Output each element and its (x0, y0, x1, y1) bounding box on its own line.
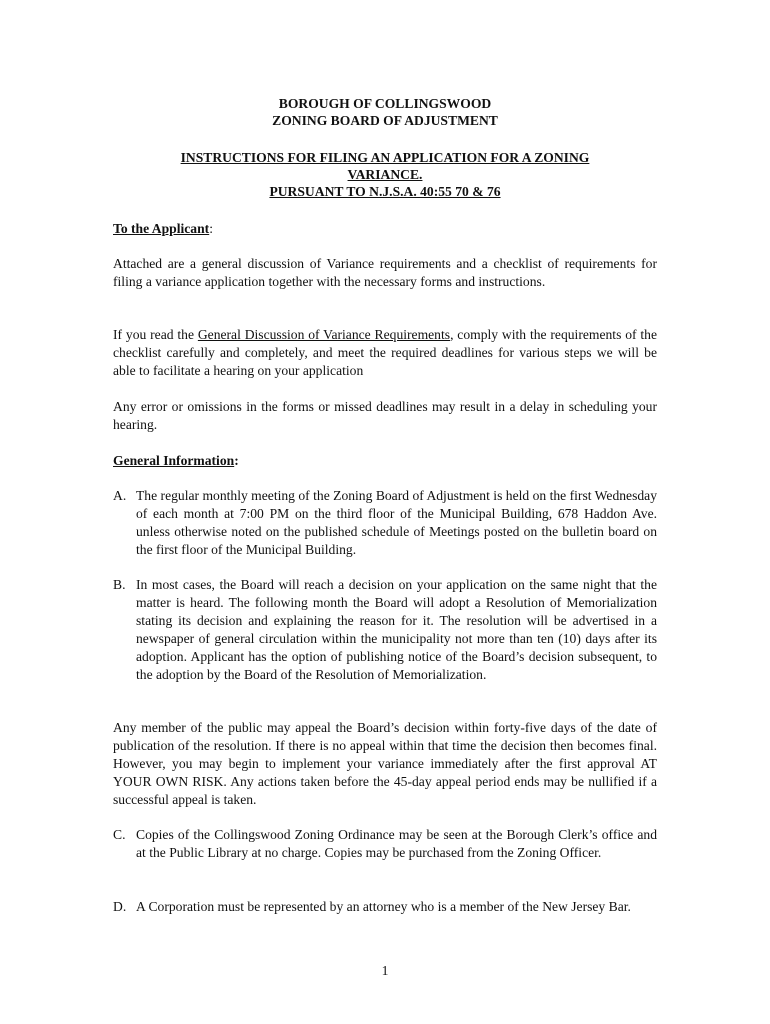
applicant-heading-text: To the Applicant (113, 221, 210, 236)
list-item (113, 898, 657, 916)
requirements-text-suffix: , comply with the requirements of the checklist carefully and completely, and meet the required deadlines for various steps we will be able to facilitate a hearing on your application (113, 327, 657, 378)
list-item-text: In most cases, the Board will reach a decision on your application on the same night that the matter is heard. The following month the Board will adopt a Resolution of Memorialization stating its decision and explaining the reason for it. The resolution will be advertised in a newspaper of general circulation within the municipality not more than ten (10) days after its adoption. Applicant has the option of publishing notice of the Board’s decision subsequent, to the adoption by the Board of the Resolution of Memorialization. (136, 577, 657, 682)
list-item (113, 826, 657, 862)
general-information-heading-text: General Information (113, 453, 235, 468)
appeal-paragraph: Any member of the public may appeal the Board’s decision within forty-five days of the date of publication of the resolution. If there is no appeal within that time the decision then becomes final. However, you may begin to implement your variance immediately after the first approval AT YOUR OWN RISK. Any actions taken before the 45-day appeal period ends may be nullified if a successful appeal is taken. (113, 720, 657, 807)
error-warning-paragraph: Any error or omissions in the forms or missed deadlines may result in a delay in scheduling your hearing. (113, 399, 657, 432)
list-item-label: B. (113, 577, 126, 592)
list-item-text: A Corporation must be represented by an attorney who is a member of the New Jersey Bar. (136, 899, 631, 914)
list-item-label: A. (113, 488, 127, 503)
board-title: ZONING BOARD OF ADJUSTMENT (272, 113, 498, 128)
list-item (113, 487, 657, 559)
applicant-intro-paragraph: Attached are a general discussion of Variance requirements and a checklist of requirements for filing a variance application together with the necessary forms and instructions. (113, 256, 657, 289)
list-item-label: C. (113, 827, 126, 842)
page-number: 1 (381, 963, 389, 978)
applicant-heading (113, 220, 213, 238)
pursuant-statute: PURSUANT TO N.J.S.A. 40:55 70 & 76 (269, 184, 501, 199)
instructions-title-line2: VARIANCE. (347, 167, 423, 182)
list-item-label: D. (113, 899, 127, 914)
instructions-title-line1: INSTRUCTIONS FOR FILING AN APPLICATION FOR A ZONING (180, 150, 590, 165)
requirements-text-prefix: If you read the (113, 327, 198, 342)
list-item-text: The regular monthly meeting of the Zoning Board of Adjustment is held on the first Wednesday of each month at 7:00 PM on the third floor of the Municipal Building, 678 Haddon Ave. unless otherwise noted on the published schedule of Meetings posted on the bulletin board on the first floor of the Municipal Building. (136, 488, 657, 557)
general-discussion-reference: General Discussion of Variance Requirements (197, 327, 451, 342)
borough-title: BOROUGH OF COLLINGSWOOD (278, 96, 492, 111)
list-item (113, 576, 657, 684)
applicant-heading-colon: : (209, 221, 213, 236)
list-item-text: Copies of the Collingswood Zoning Ordinance may be seen at the Borough Clerk’s office and at the Public Library at no charge. Copies may be purchased from the Zoning Officer. (136, 827, 657, 860)
general-information-heading-colon: : (234, 453, 239, 468)
general-information-heading (113, 452, 239, 470)
applicant-requirements-paragraph (113, 326, 657, 380)
